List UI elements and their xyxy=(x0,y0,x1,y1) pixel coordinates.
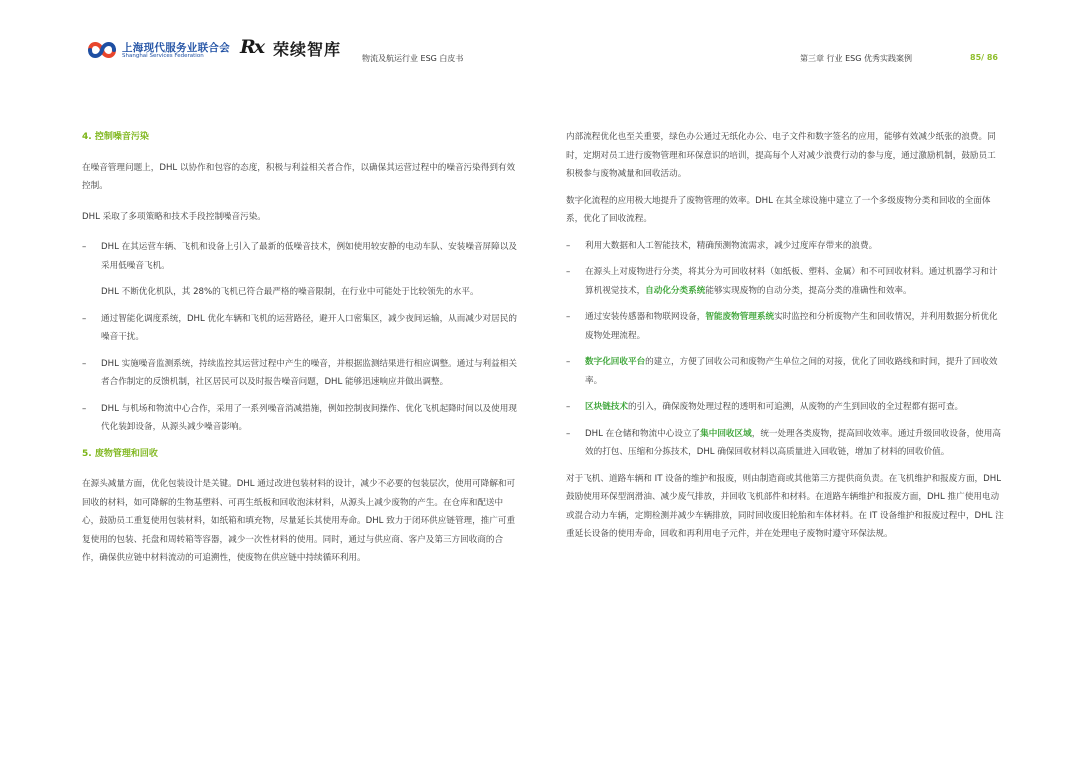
highlight-term: 自动化分类系统 xyxy=(645,285,706,296)
bullet-item: – DHL 在其运营车辆、飞机和设备上引入了最新的低噪音技术，例如使用较安静的电动车队、安装噪音屏障以及采用低噪音飞机。 xyxy=(82,242,517,271)
paragraph: 在噪音管理问题上，DHL 以协作和包容的态度，积极与利益相关者合作，以确保其运营过程中的噪音污染得到有效控制。 xyxy=(82,162,516,191)
bullet-item: – 在源头上对废物进行分类，将其分为可回收材料（如纸板、塑料、金属）和不可回收材料。通过机器学习和计算机视觉技术，自动化分类系统能够实现废物的自动分类，提高分类的准确性和效率。 xyxy=(566,267,998,296)
page-header xyxy=(0,0,1080,80)
highlight-term: 集中回收区域 xyxy=(700,428,752,439)
section-5-title: 5. 废物管理和回收 xyxy=(82,448,158,459)
shanghai-services-federation-logo xyxy=(86,38,230,62)
paragraph: 内部流程优化也至关重要，绿色办公通过无纸化办公、电子文件和数字签名的应用，能够有效减少纸张的浪费。同时，定期对员工进行废物管理和环保意识的培训，提高每个人对减少浪费行动的参与度，通过激励机制，鼓励员工积极参与废物减量和回收活动。 xyxy=(566,132,996,179)
rx-logo-mark: Rx xyxy=(240,36,264,58)
highlight-term: 智能废物管理系统 xyxy=(705,312,775,322)
bullet-item: – DHL 实施噪音监测系统，持续监控其运营过程中产生的噪音，并根据监测结果进行相应调整。通过与利益相关者合作制定的反馈机制，社区居民可以及时报告噪音问题，DHL 能够迅速响应并做出调整。 xyxy=(82,358,517,387)
right-column xyxy=(566,128,1004,544)
federation-name-en: Shanghai Services Federation xyxy=(122,53,204,59)
bullet-item: – 通过智能化调度系统，DHL 优化车辆和飞机的运营路径，避开人口密集区，减少夜间运输，从而减少对居民的噪音干扰。 xyxy=(82,313,517,342)
rongxu-think-tank-logo xyxy=(240,36,350,62)
left-column xyxy=(82,128,518,568)
bullet-item: – 利用大数据和人工智能技术，精确预测物流需求，减少过度库存带来的浪费。 xyxy=(566,240,878,251)
document-title: 物流及航运行业 ESG 白皮书 xyxy=(362,54,464,63)
paragraph: 对于飞机、道路车辆和 IT 设备的维护和报废，则由制造商或其他第三方提供商负责。在飞机维护和报废方面，DHL 鼓励使用环保型润滑油、减少废气排放，并回收飞机部件和材料。在道路车辆维护和报废方面，DHL 推广使用电动或混合动力车辆，定期检测并减少车辆排放，同时回收废旧轮胎和车体材料。在 IT 设备维护和报废过程中，DHL 注重延长设备的使用寿命，回收和再利用电子元件，并在处理电子废物时遵守环保法规。 xyxy=(566,473,1004,539)
federation-logo-icon xyxy=(86,38,118,62)
bullet-item: – 数字化回收平台的建立，方便了回收公司和废物产生单位之间的对接，优化了回收路线和时间，提升了回收效率。 xyxy=(566,357,998,386)
rx-logo-text: 荣续智库 xyxy=(273,40,342,59)
page-number: 85/ 86 xyxy=(970,53,998,62)
bullet-item: – 区块链技术的引入，确保废物处理过程的透明和可追溯，从废物的产生到回收的全过程都有据可查。 xyxy=(566,402,964,412)
bullet-item: – DHL 在仓储和物流中心设立了集中回收区域，统一处理各类废物，提高回收效率。通过升级回收设备，使用高效的打包、压缩和分拣技术，DHL 确保回收材料以高质量进入回收链，增加了材料的回收价值。 xyxy=(566,428,1001,457)
section-4-title: 4. 控制噪音污染 xyxy=(82,132,149,142)
bullet-item: – 通过安装传感器和物联网设备，智能废物管理系统实时监控和分析废物产生和回收情况，并利用数据分析优化废物处理流程。 xyxy=(566,312,998,341)
bullet-item: – DHL 与机场和物流中心合作，采用了一系列噪音消减措施，例如控制夜间操作、优化飞机起降时间以及使用现代化装卸设备，从源头减少噪音影响。 xyxy=(82,403,517,432)
highlight-term: 数字化回收平台 xyxy=(585,357,646,367)
paragraph: 在源头减量方面，优化包装设计是关键。DHL 通过改进包装材料的设计，减少不必要的包装层次，使用可降解和可回收的材料，如可降解的生物基塑料、可再生纸板和回收泡沫材料，从源头上减少废物的产生。在仓库和配送中心，鼓励员工重复使用包装材料，如纸箱和填充物，尽量延长其使用寿命。DHL 致力于闭环供应链管理，推广可重复使用的包装、托盘和周转箱等容器，减少一次性材料的使用。同时，通过与供应商、客户及第三方回收商的合作，确保供应链中材料流动的可追溯性，使废物在供应链中持续循环利用。 xyxy=(82,479,516,563)
paragraph: 数字化流程的应用极大地提升了废物管理的效率。DHL 在其全球设施中建立了一个多级废物分类和回收的全面体系，优化了回收流程。 xyxy=(566,195,991,224)
bullet-sub-paragraph: DHL 不断优化机队，其 28%的飞机已符合最严格的噪音限制，在行业中可能处于比较领先的水平。 xyxy=(101,287,479,297)
federation-name-cn: 上海现代服务业联合会 xyxy=(122,42,230,54)
paragraph: DHL 采取了多项策略和技术手段控制噪音污染。 xyxy=(82,211,266,222)
chapter-title: 第三章 行业 ESG 优秀实践案例 xyxy=(800,54,912,63)
highlight-term: 区块链技术 xyxy=(585,402,628,412)
